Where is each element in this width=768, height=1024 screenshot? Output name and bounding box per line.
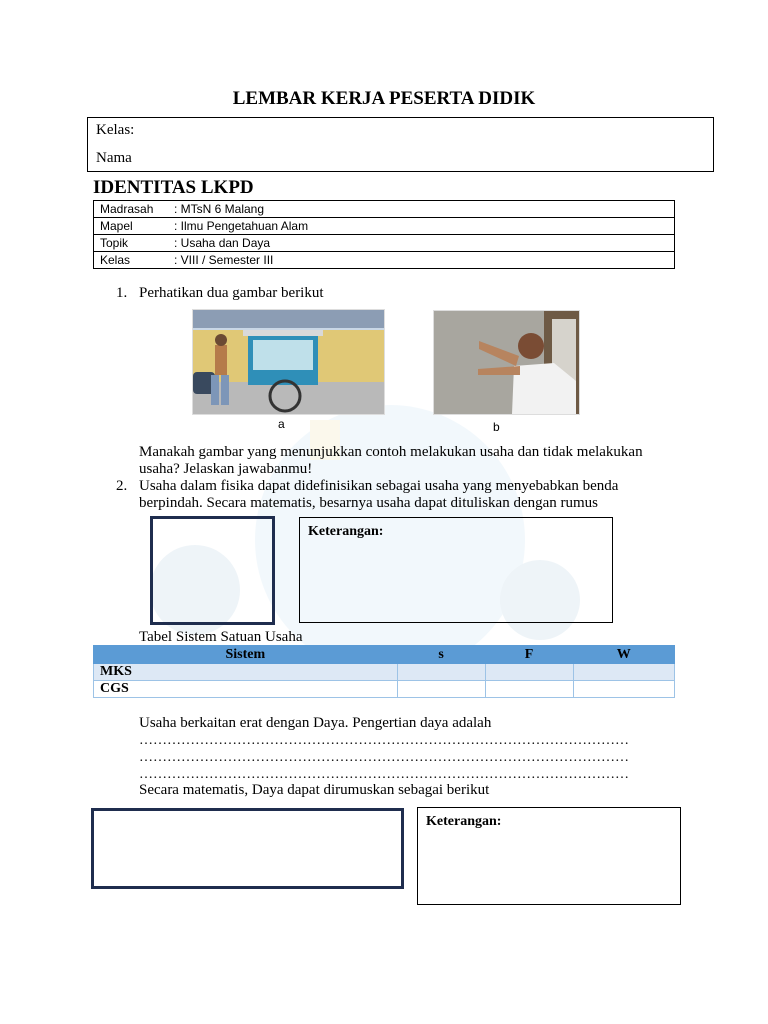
header-sistem: Sistem xyxy=(94,646,398,664)
daya-formula-box[interactable] xyxy=(91,808,404,889)
row-value: : Ilmu Pengetahuan Alam xyxy=(174,219,309,233)
row-label: Kelas xyxy=(100,253,131,267)
satuan-table-caption: Tabel Sistem Satuan Usaha xyxy=(139,629,303,645)
identitas-table xyxy=(93,200,675,269)
cell-f[interactable] xyxy=(485,681,573,698)
daya-formula-text: Secara matematis, Daya dapat dirumuskan sebagai berikut xyxy=(139,782,490,798)
student-info-box xyxy=(87,117,714,172)
row-label: Mapel xyxy=(100,219,133,233)
daya-intro: Usaha berkaitan erat dengan Daya. Pengertian daya adalah xyxy=(139,715,492,731)
kelas-label: Kelas: xyxy=(96,122,135,138)
answer-line-2[interactable]: …………………………………………………………………………………………… xyxy=(139,750,629,765)
answer-line-1[interactable]: …………………………………………………………………………………………… xyxy=(139,733,629,748)
q2-line1: Usaha dalam fisika dapat didefinisikan sebagai usaha yang menyebabkan benda xyxy=(139,478,619,494)
usaha-formula-box[interactable] xyxy=(150,516,275,625)
table-header-row xyxy=(94,646,675,664)
row-label: Topik xyxy=(100,236,129,250)
cell-f[interactable] xyxy=(485,664,573,681)
page-title: LEMBAR KERJA PESERTA DIDIK xyxy=(232,88,536,109)
table-row xyxy=(94,681,675,698)
header-f: F xyxy=(485,646,573,664)
row-system: MKS xyxy=(94,664,398,681)
row-value: : MTsN 6 Malang xyxy=(174,202,265,216)
q1-text: Perhatikan dua gambar berikut xyxy=(139,285,324,301)
row-value: : Usaha dan Daya xyxy=(174,236,271,250)
q2-line2: berpindah. Secara matematis, besarnya usaha dapat dituliskan dengan rumus xyxy=(139,495,599,511)
table-row xyxy=(94,235,675,252)
photo-cart-push xyxy=(192,309,385,415)
header-w: W xyxy=(573,646,675,664)
table-row xyxy=(94,252,675,269)
row-value: : VIII / Semester III xyxy=(174,253,274,267)
keterangan-label: Keterangan: xyxy=(308,524,384,539)
nama-label: Nama xyxy=(96,150,132,166)
keterangan-label: Keterangan: xyxy=(426,814,502,829)
row-system: CGS xyxy=(94,681,398,698)
cell-s[interactable] xyxy=(397,681,485,698)
cell-s[interactable] xyxy=(397,664,485,681)
q2-number: 2. xyxy=(116,478,128,494)
satuan-table xyxy=(93,645,675,698)
q1-question-line2: usaha? Jelaskan jawabanmu! xyxy=(139,461,313,477)
row-label: Madrasah xyxy=(100,202,154,216)
daya-keterangan-box[interactable] xyxy=(417,807,681,905)
cell-w[interactable] xyxy=(573,681,675,698)
table-row xyxy=(94,201,675,218)
identitas-heading: IDENTITAS LKPD xyxy=(93,177,254,198)
table-row xyxy=(94,664,675,681)
caption-a: a xyxy=(278,417,285,431)
header-s: s xyxy=(397,646,485,664)
photo-wall-push xyxy=(433,310,580,415)
table-row xyxy=(94,218,675,235)
q1-question-line1: Manakah gambar yang menunjukkan contoh melakukan usaha dan tidak melakukan xyxy=(139,444,643,460)
answer-line-3[interactable]: …………………………………………………………………………………………… xyxy=(139,767,629,782)
usaha-keterangan-box[interactable] xyxy=(299,517,613,623)
caption-b: b xyxy=(493,420,500,434)
q1-number: 1. xyxy=(116,285,128,301)
cell-w[interactable] xyxy=(573,664,675,681)
